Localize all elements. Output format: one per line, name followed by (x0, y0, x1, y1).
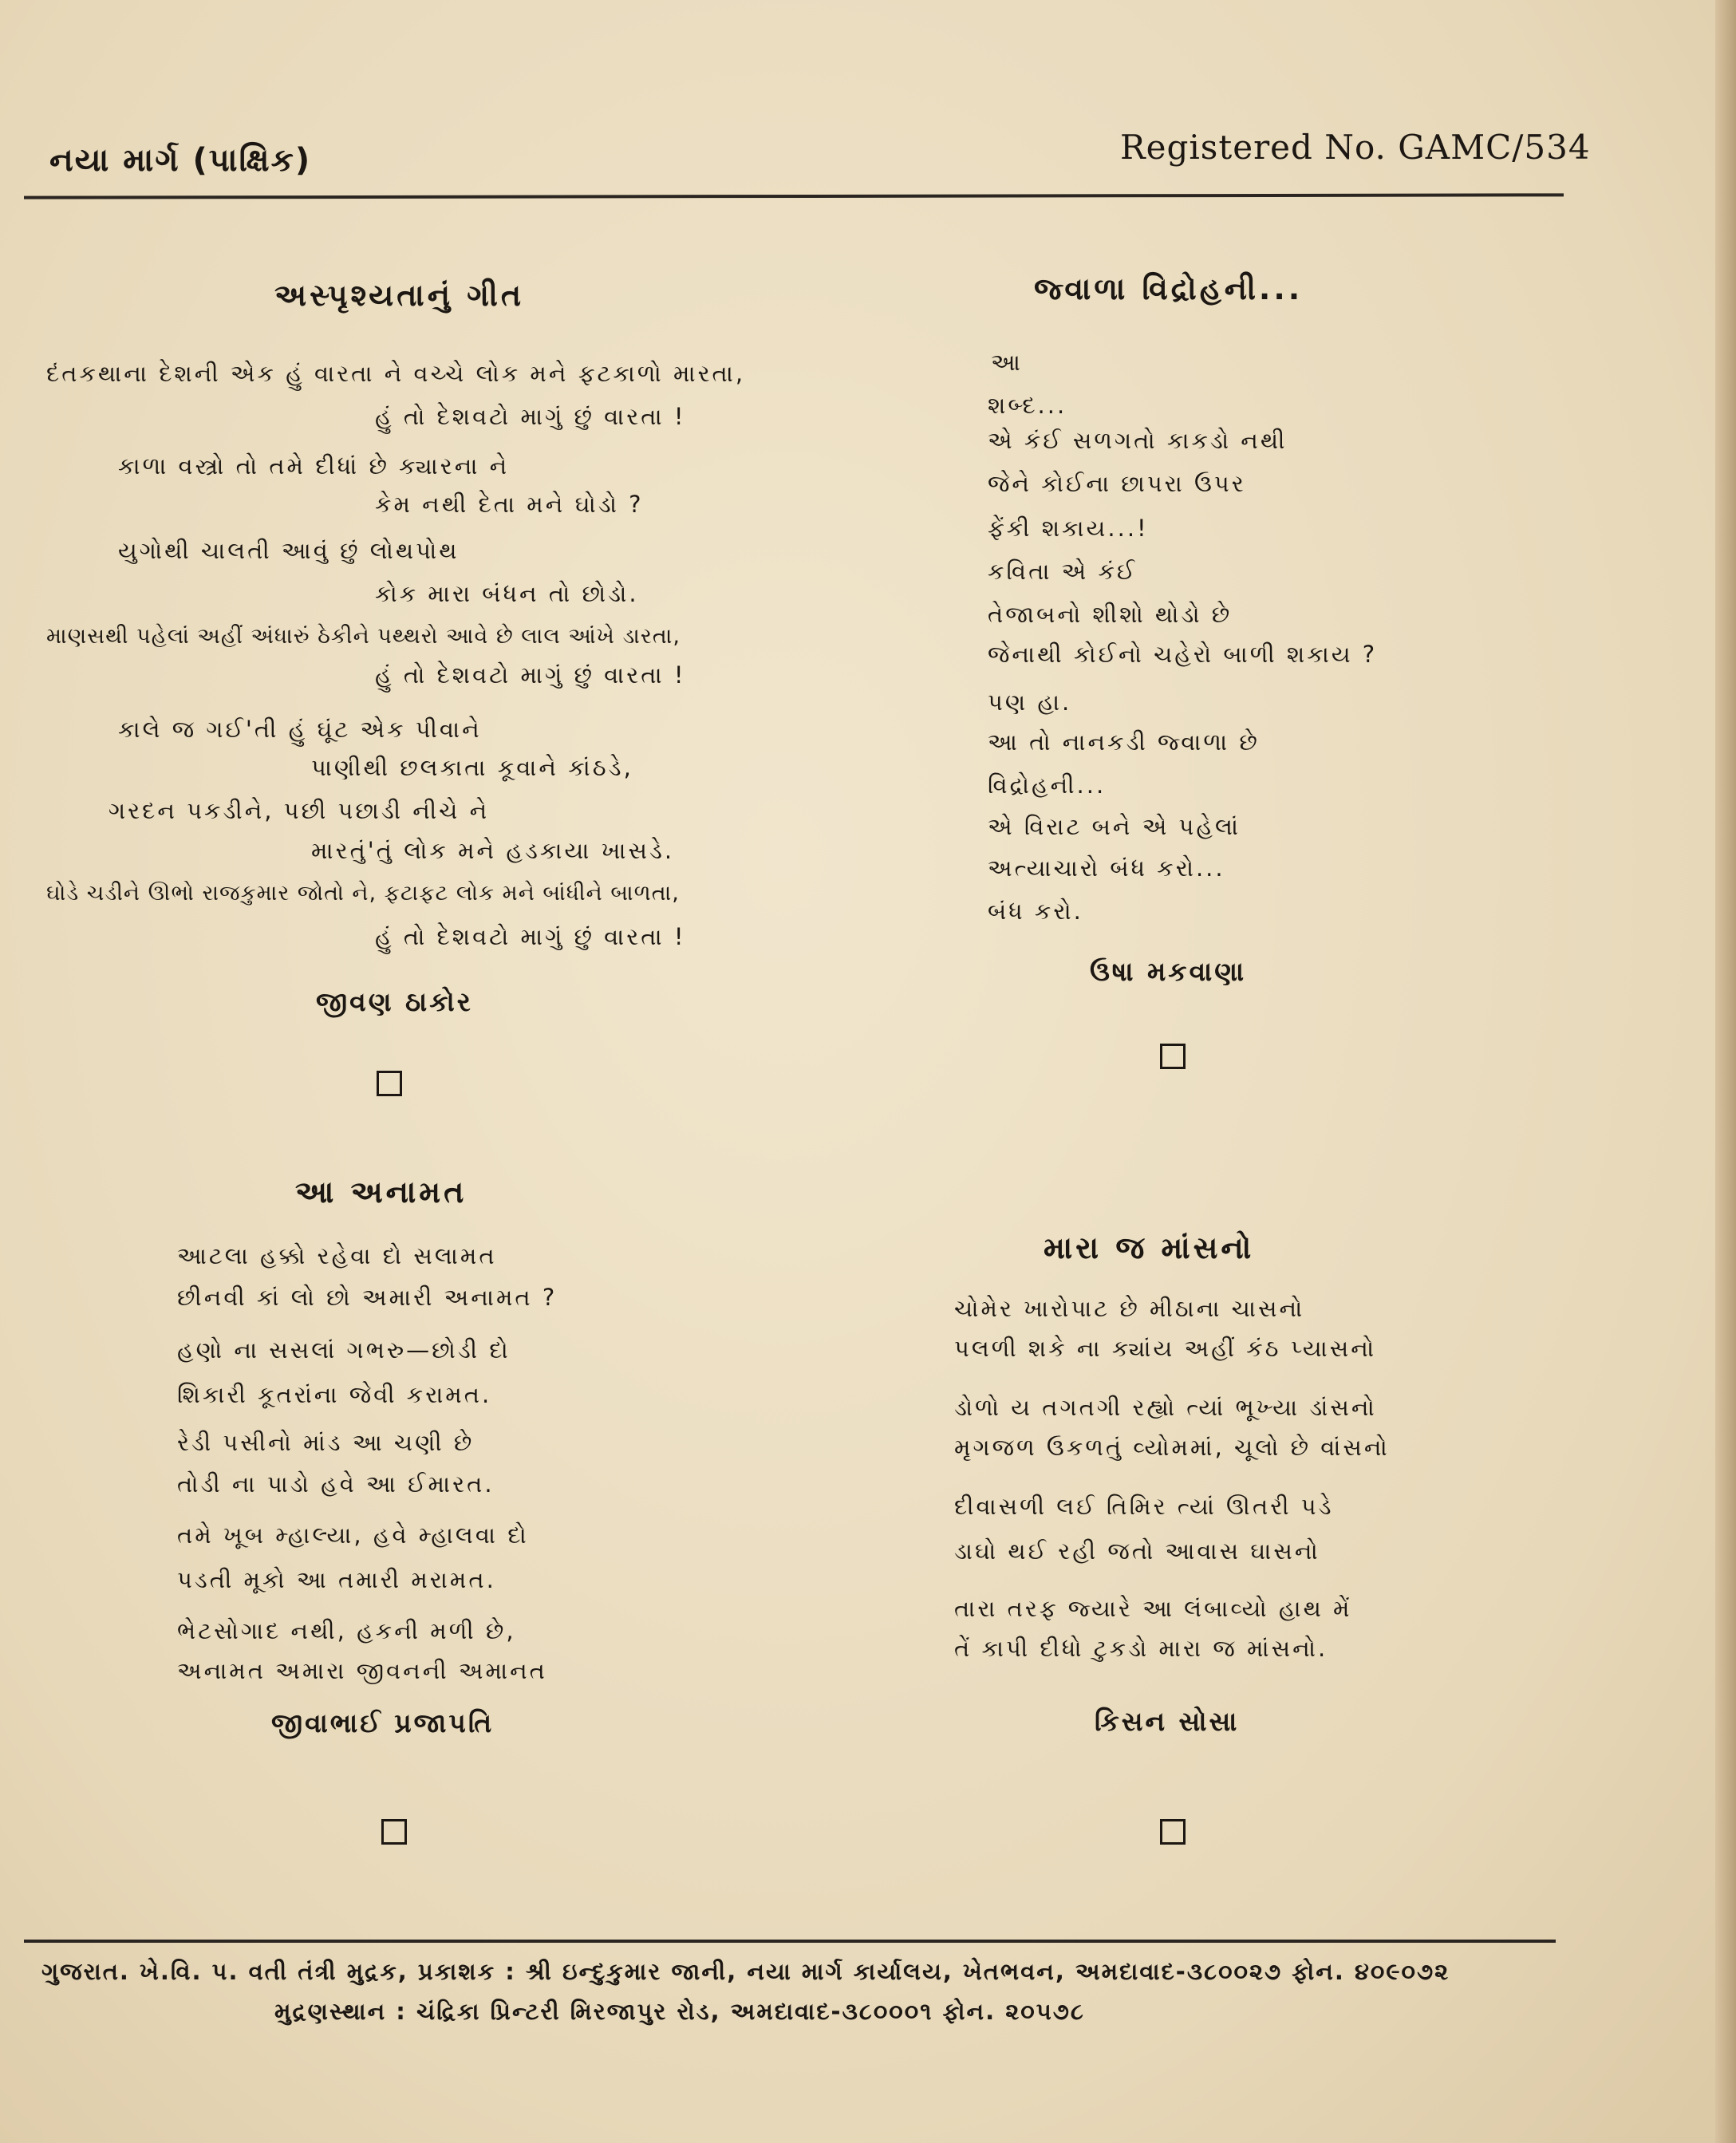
poem-line: શિકારી કૂતરાંના જેવી કરામત. (177, 1381, 492, 1408)
page-edge (1715, 0, 1736, 2143)
header-rule (24, 193, 1564, 199)
poem-line: શબ્દ... (988, 392, 1067, 419)
poem-author: ઉષા મકવાણા (1090, 956, 1247, 987)
poem-line: આટલા હક્કો રહેવા દો સલામત (177, 1242, 497, 1269)
poem-line: એ કંઈ સળગતો કાકડો નથી (988, 427, 1288, 454)
poem-line: એ વિરાટ બને એ પહેલાં (988, 813, 1241, 840)
poem-title: જ્વાળા વિદ્રોહની... (1034, 271, 1304, 306)
poem-line: તેં કાપી દીધો ટુકડો મારા જ માંસનો. (954, 1635, 1328, 1662)
poem-line: કવિતા એ કંઈ (988, 558, 1138, 585)
poem-title: અસ્પૃશ્યતાનું ગીત (274, 278, 525, 313)
poem-line: કાળા વસ્ત્રો તો તમે દીધાં છે ક્યારના ને (118, 452, 510, 480)
poem-line: બંધ કરો. (988, 898, 1083, 925)
poem-line: ફેંકી શકાય...! (988, 515, 1149, 542)
poem-author: કિસન સોસા (1095, 1706, 1240, 1737)
footer-rule (24, 1940, 1556, 1943)
poem-line: ગરદન પકડીને, પછી પછાડી નીચે ને (108, 797, 490, 824)
registration-number: Registered No. GAMC/534 (1120, 128, 1591, 167)
poem-line: છીનવી કાં લો છો અમારી અનામત ? (177, 1284, 558, 1311)
poem-line: આ (991, 349, 1023, 376)
poem-line: ભેટસોગાદ નથી, હકની મળી છે, (177, 1617, 516, 1644)
poem-line: ચોમેર ખારોપાટ છે મીઠાના ચાસનો (954, 1295, 1305, 1322)
poem-line: વિદ્રોહની... (988, 772, 1107, 799)
poem-line: તેજાબનો શીશો થોડો છે (988, 601, 1233, 628)
poem-title: મારા જ માંસનો (1044, 1230, 1255, 1265)
poem-line: અત્યાચારો બંધ કરો... (988, 854, 1225, 882)
poem-line: પડતી મૂકો આ તમારી મરામત. (177, 1566, 496, 1593)
poem-line: હું તો દેશવટો માગું છું વારતા ! (375, 661, 686, 689)
poem-line: પલળી શકે ના ક્યાંય અહીં કંઠ પ્યાસનો (954, 1335, 1377, 1362)
poem-line: કેમ નથી દેતા મને ઘોડો ? (375, 491, 644, 518)
poem-line: કોક મારા બંધન તો છોડો. (375, 580, 639, 607)
poem-line: હું તો દેશવટો માગું છું વારતા ! (375, 403, 686, 430)
poem-line: પણ હા. (988, 689, 1072, 716)
poem-line: ડોળો ય તગતગી રહ્યો ત્યાં ભૂખ્યા ડાંસનો (954, 1394, 1377, 1421)
footer-printer-line: મુદ્રણસ્થાન : ચંદ્રિકા પ્રિન્ટરી મિરજાપુર રોડ, અમદાવાદ-૩૮૦૦૦૧ ફોન. ૨૦૫૭૮ (274, 1998, 1085, 2025)
poem-line: માણસથી પહેલાં અહીં અંધારું ઠેકીને પથ્થરો આવે છે લાલ આંખે ડારતા, (46, 624, 681, 649)
section-end-box (381, 1819, 407, 1845)
poem-author: જીવાભાઈ પ્રજાપતિ (271, 1707, 495, 1738)
section-end-box (1160, 1044, 1186, 1069)
section-end-box (1160, 1819, 1186, 1845)
poem-line: મારતું'તું લોક મને હડકાયા ખાસડે. (311, 837, 675, 864)
poem-line: જેનાથી કોઈનો ચહેરો બાળી શકાય ? (988, 641, 1378, 668)
poem-line: અનામત અમારા જીવનની અમાનત (177, 1657, 547, 1684)
poem-line: યુગોથી ચાલતી આવું છું લોથપોથ (118, 537, 460, 564)
publication-title: નયા માર્ગ (પાક્ષિક) (49, 142, 312, 179)
poem-line: ડાઘો થઈ રહી જતો આવાસ ઘાસનો (954, 1537, 1320, 1565)
poem-line: દંતકથાના દેશની એક હું વારતા ને વચ્ચે લોક મને ફટકાળો મારતા, (46, 360, 746, 387)
poem-line: જેને કોઈના છાપરા ઉપર (988, 470, 1246, 497)
poem-line: દીવાસળી લઈ તિમિર ત્યાં ઊતરી પડે (954, 1493, 1334, 1520)
poem-line: હું તો દેશવટો માગું છું વારતા ! (375, 923, 686, 950)
poem-line: કાલે જ ગઈ'તી હું ઘૂંટ એક પીવાને (118, 716, 482, 743)
poem-author: જીવણ ઠાકોર (316, 986, 473, 1017)
section-end-box (377, 1071, 402, 1096)
footer-publisher-line: ગુજરાત. ખે.વિ. પ. વતી તંત્રી મુદ્રક, પ્રકાશક : શ્રી ઇન્દુકુમાર જાની, નયા માર્ગ કાર્યાલય, ખેતભવન, અમદાવાદ-૩૮૦૦૨૭ ફોન. ૪૦૯૦૭૨ (41, 1958, 1450, 1985)
poem-line: રેડી પસીનો માંડ આ ચણી છે (177, 1429, 475, 1456)
poem-line: તોડી ના પાડો હવે આ ઈમારત. (177, 1470, 495, 1498)
poem-title: આ અનામત (295, 1174, 468, 1210)
poem-line: પાણીથી છલકાતા કૂવાને કાંઠડે, (311, 754, 633, 781)
poem-line: મૃગજળ ઉકળતું વ્યોમમાં, ચૂલો છે વાંસનો (954, 1434, 1390, 1461)
poem-line: તારા તરફ જ્યારે આ લંબાવ્યો હાથ મેં (954, 1595, 1352, 1622)
poem-line: ઘોડે ચડીને ઊભો રાજકુમાર જોતો ને, ફટાફટ લોક મને બાંધીને બાળતા, (46, 881, 680, 906)
poem-line: હણો ના સસલાં ગભરુ—છોડી દો (177, 1336, 511, 1364)
poem-line: તમે ખૂબ મ્હાલ્યા, હવે મ્હાલવા દો (177, 1521, 529, 1549)
poem-line: આ તો નાનકડી જ્વાળા છે (988, 728, 1260, 756)
